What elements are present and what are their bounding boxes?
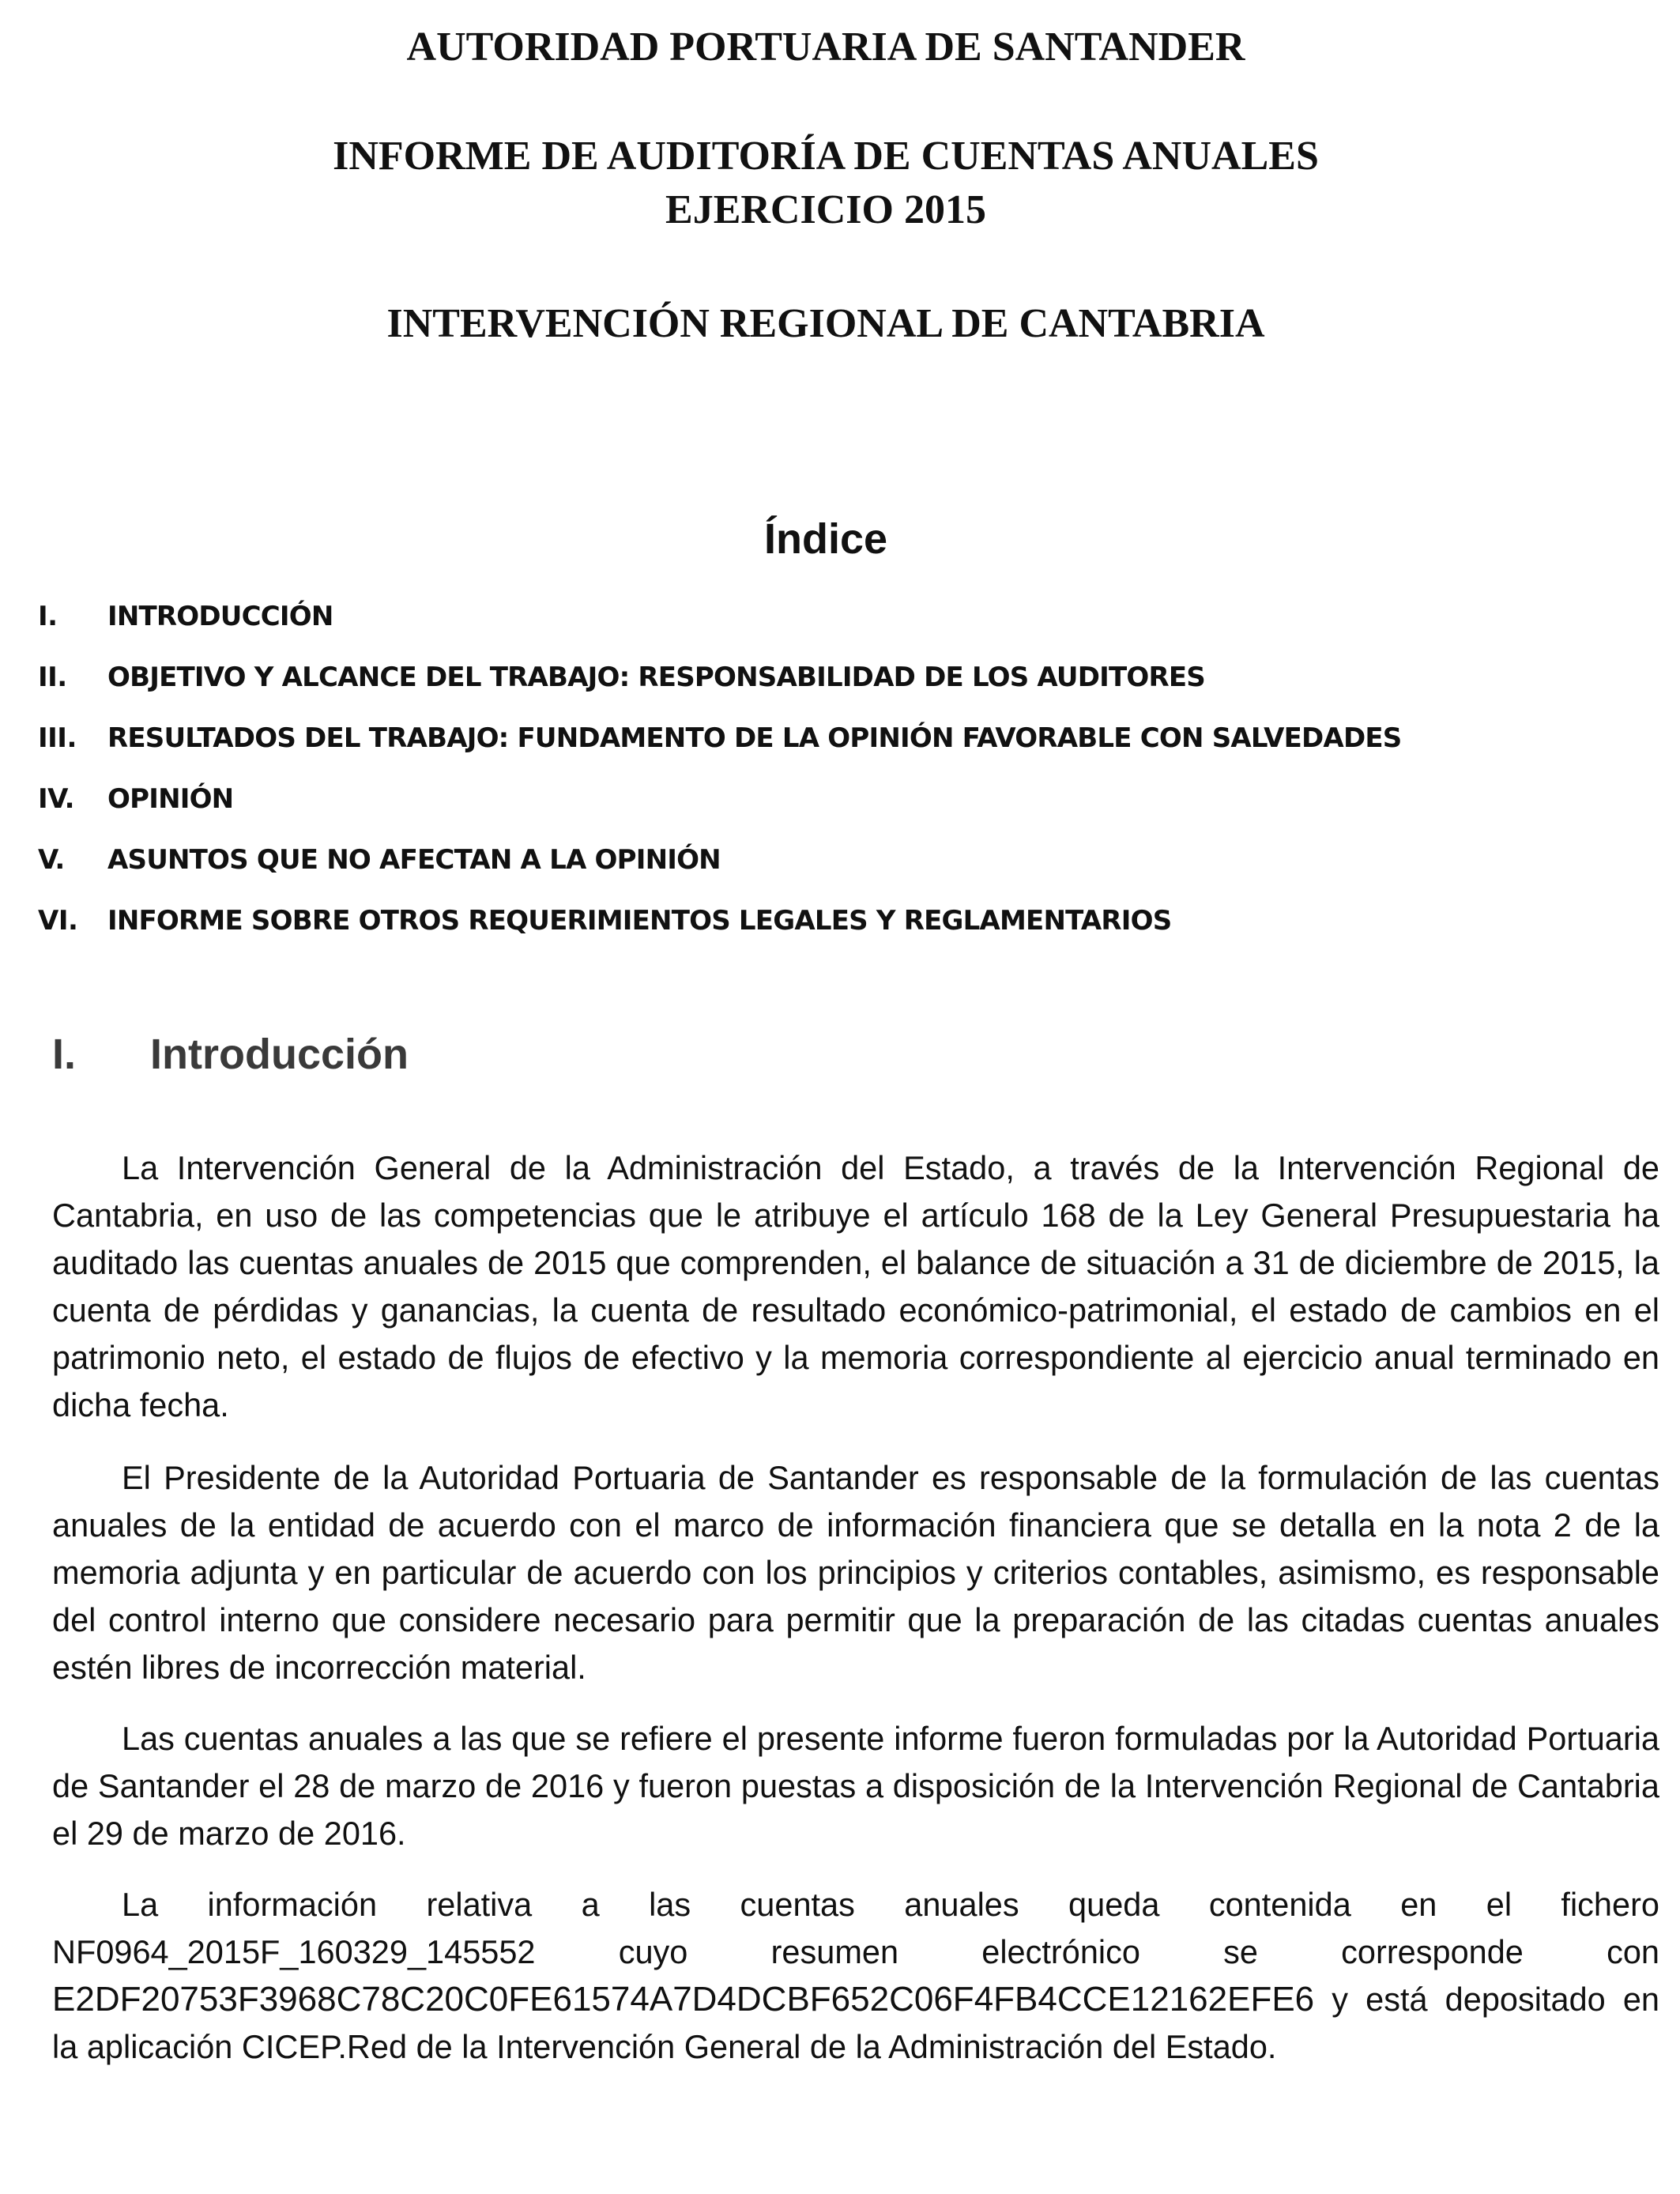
toc-item-number: IV.	[38, 783, 74, 815]
issuer-title: INTERVENCIÓN REGIONAL DE CANTABRIA	[386, 301, 1265, 346]
section-title: Introducción	[150, 1031, 409, 1078]
toc-item[interactable]	[38, 593, 1539, 654]
toc-item[interactable]	[38, 836, 1539, 897]
section-heading-introduccion	[52, 1029, 409, 1080]
toc-item-number: II.	[38, 662, 67, 693]
toc-item-number: III.	[38, 722, 77, 754]
toc-item[interactable]	[38, 654, 1539, 714]
toc-item[interactable]	[38, 897, 1539, 958]
toc-item-label: OPINIÓN	[107, 783, 234, 815]
toc-item-number: VI.	[38, 905, 78, 937]
paragraph: El Presidente de la Autoridad Portuaria de Santander es responsable de la formulación de las cuentas anuales de la entidad de acuerdo con el marco de información financiera que se detalla en la nota 2 de la memoria adjunta y en particular de acuerdo con los principios y criterios contables, asimismo, es responsable del control interno que considere necesario para permitir que la preparación de las citadas cuentas anuales estén libres de incorrección material.	[52, 1459, 1659, 1686]
electronic-hash: E2DF20753F3968C78C20C0FE61574A7D4DCBF652C06F4FB4CCE12162EFE6	[52, 1980, 1315, 2019]
toc-item[interactable]	[38, 775, 1539, 836]
toc-item-label: INFORME SOBRE OTROS REQUERIMIENTOS LEGALES Y REGLAMENTARIOS	[107, 905, 1172, 937]
toc-item-label: ASUNTOS QUE NO AFECTAN A LA OPINIÓN	[107, 844, 721, 876]
paragraph-text: y está depositado en la aplicación CICEP.Red de la Intervención General de la Administración del Estado.	[52, 1981, 1659, 2065]
toc-item-label: RESULTADOS DEL TRABAJO: FUNDAMENTO DE LA OPINIÓN FAVORABLE CON SALVEDADES	[107, 722, 1402, 754]
paragraph: Las cuentas anuales a las que se refiere el presente informe fueron formuladas por la Autoridad Portuaria de Santander el 28 de marzo de 2016 y fueron puestas a disposición de la Intervención Regional de Cantabria el 29 de marzo de 2016.	[52, 1720, 1659, 1852]
paragraph: La Intervención General de la Administración del Estado, a través de la Intervención Regional de Cantabria, en uso de las competencias que le atribuye el artículo 168 de la Ley General Presupuestaria ha auditado las cuentas anuales de 2015 que comprenden, el balance de situación a 31 de diciembre de 2015, la cuenta de pérdidas y ganancias, la cuenta de resultado económico-patrimonial, el estado de cambios en el patrimonio neto, el estado de flujos de efectivo y la memoria correspondiente al ejercicio anual terminado en dicha fecha.	[52, 1149, 1659, 1423]
report-title: INFORME DE AUDITORÍA DE CUENTAS ANUALES	[333, 134, 1319, 179]
paragraph	[52, 1881, 1659, 2071]
toc-item-label: INTRODUCCIÓN	[107, 601, 333, 632]
table-of-contents	[38, 593, 1539, 958]
index-heading: Índice	[763, 515, 888, 563]
toc-item-label: OBJETIVO Y ALCANCE DEL TRABAJO: RESPONSABILIDAD DE LOS AUDITORES	[107, 662, 1205, 693]
section-number: I.	[52, 1031, 77, 1078]
entity-title: AUTORIDAD PORTUARIA DE SANTANDER	[406, 25, 1245, 70]
fiscal-year: EJERCICIO 2015	[665, 187, 986, 232]
toc-item-number: I.	[38, 601, 58, 632]
paragraph-text: La información relativa a las cuentas anuales queda contenida en el fichero NF0964_2015F_160329_145552 cuyo resumen electrónico se corresponde con	[52, 1886, 1659, 1970]
toc-item-number: V.	[38, 844, 65, 876]
toc-item[interactable]	[38, 714, 1539, 775]
